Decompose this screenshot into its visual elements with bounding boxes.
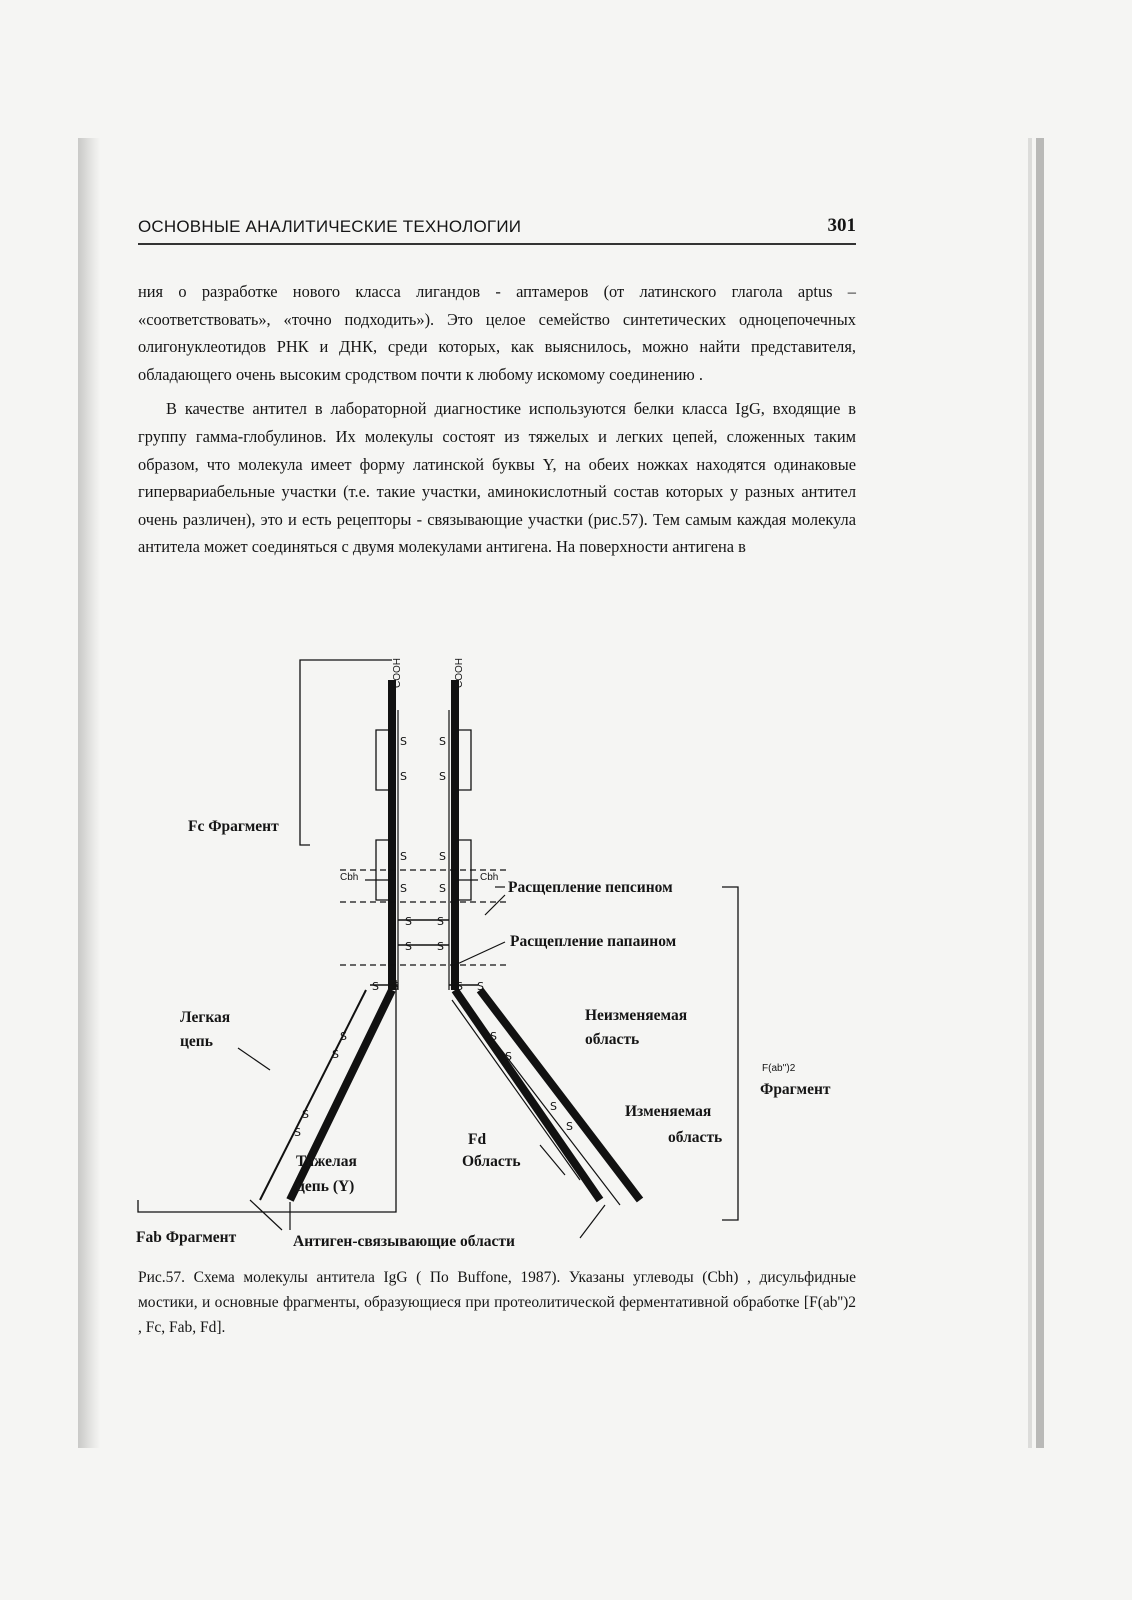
svg-text:S: S	[566, 1120, 573, 1133]
light-chain-label-1: Легкая	[180, 1009, 231, 1026]
cooh-right-label: COOH	[454, 658, 465, 688]
constant-region-label-1: Неизменяемая	[585, 1007, 688, 1024]
svg-text:S: S	[439, 735, 446, 748]
svg-text:S: S	[400, 850, 407, 863]
fab2-bracket	[722, 887, 738, 1220]
fab2-small-label: F(ab'')2	[762, 1063, 796, 1074]
svg-text:S: S	[302, 1108, 309, 1121]
page-number: 301	[827, 215, 856, 236]
svg-text:S: S	[550, 1100, 557, 1113]
light-chain-label-2: цепь	[180, 1033, 213, 1050]
page-edge-inner	[1028, 138, 1032, 1448]
fab2-fragment-label: Фрагмент	[760, 1081, 831, 1098]
fc-bracket	[300, 660, 310, 845]
svg-text:S: S	[400, 770, 407, 783]
svg-text:S: S	[400, 735, 407, 748]
variable-region-label-1: Изменяемая	[625, 1103, 712, 1120]
svg-text:S: S	[372, 980, 379, 993]
papain-cleavage-label: Расщепление папаином	[510, 933, 677, 950]
page-edge	[1036, 138, 1044, 1448]
svg-text:S: S	[439, 850, 446, 863]
paragraph-2: В качестве антител в лабораторной диагностике используются белки класса IgG, входящие в группу гамма-глобулинов. Их молекулы состоят из тяжелых и легких цепей, сложенных таким образом, что молекула имеет форму латинской буквы Y, на обеих ножках находятся одинаковые гипервариабельные участки (т.е. такие участки, аминокислотный состав которых у разных антител очень различен), это и есть рецепторы - связывающие участки (рис.57). Тем самым каждая молекула антитела может соединяться с двумя молекулами антигена. На поверхности антигена в	[138, 399, 856, 557]
header-rule	[138, 243, 856, 245]
running-title: ОСНОВНЫЕ АНАЛИТИЧЕСКИЕ ТЕХНОЛОГИИ	[138, 217, 522, 236]
svg-text:S: S	[505, 1050, 512, 1063]
svg-text:S: S	[405, 940, 412, 953]
svg-text:S: S	[437, 915, 444, 928]
constant-region-label-2: область	[585, 1031, 640, 1048]
igg-antibody-diagram	[100, 640, 880, 1260]
cbh-left-label: Cbh	[340, 872, 359, 883]
svg-text:S: S	[340, 1030, 347, 1043]
svg-text:S: S	[439, 770, 446, 783]
svg-text:S: S	[332, 1048, 339, 1061]
fab-fragment-label: Fab Фрагмент	[136, 1229, 237, 1246]
svg-text:S: S	[437, 940, 444, 953]
svg-text:S: S	[405, 915, 412, 928]
fab-bracket	[138, 980, 396, 1212]
svg-text:S: S	[294, 1126, 301, 1139]
svg-text:S: S	[392, 980, 399, 993]
fc-fragment-label: Fc Фрагмент	[188, 818, 279, 835]
pepsin-cleavage-label: Расщепление пепсином	[508, 879, 673, 896]
page-header	[138, 215, 856, 245]
antigen-binding-label: Антиген-связывающие области	[293, 1233, 515, 1250]
heavy-chain-label-2: цепь (Y)	[296, 1178, 355, 1195]
book-gutter-shadow	[78, 138, 100, 1448]
figure-caption: Рис.57. Схема молекулы антитела IgG ( По Buffone, 1987). Указаны углеводы (Cbh) , дисульфидные мостики, и основные фрагменты, образующиеся при протеолитической ферментативной обработке [F(ab'')2 , Fc, Fab, Fd].	[138, 1269, 856, 1336]
heavy-chain-label-1: Тяжелая	[296, 1153, 357, 1170]
svg-text:S: S	[400, 882, 407, 895]
svg-text:S: S	[477, 980, 484, 993]
svg-text:S: S	[439, 882, 446, 895]
svg-text:S: S	[490, 1030, 497, 1043]
cbh-right-label: Cbh	[480, 872, 499, 883]
fd-label-1: Fd	[468, 1131, 487, 1148]
cooh-left-label: COOH	[392, 658, 403, 688]
svg-text:S: S	[456, 980, 463, 993]
fd-label-2: Область	[462, 1153, 521, 1170]
paragraph-1: ния о разработке нового класса лигандов - аптамеров (от латинского глагола aptus – «соответствовать», «точно подходить»). Это целое семейство синтетических одноцепочечных олигонуклеотидов РНК и ДНК, среди которых, как выяснилось, можно найти представителя, обладающего очень высоким сродством почти к любому искомому соединению .	[138, 282, 856, 384]
body-text	[138, 278, 856, 561]
variable-region-label-2: область	[668, 1129, 723, 1146]
